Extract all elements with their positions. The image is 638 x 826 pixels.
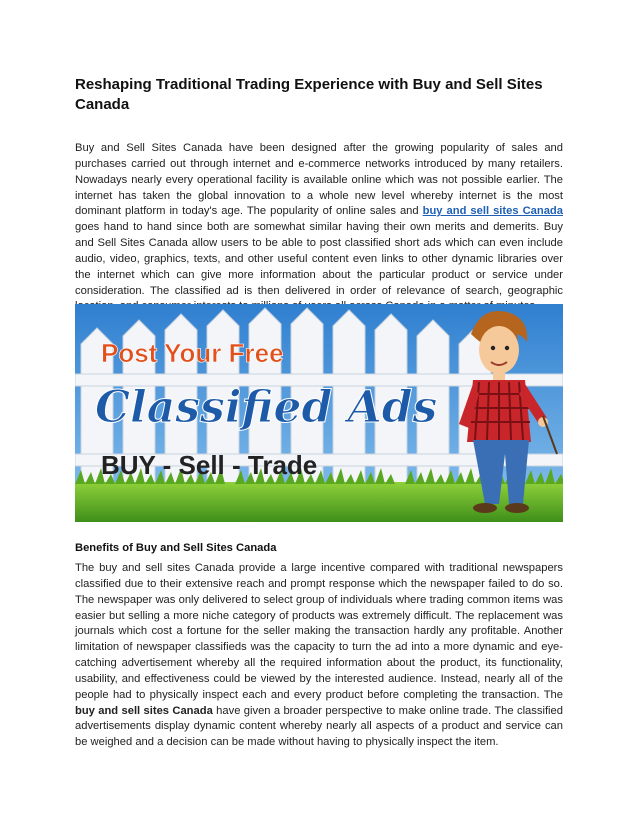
intro-paragraph	[75, 141, 563, 315]
benefits-paragraph	[75, 561, 563, 751]
banner-line2-text: Classified Ads	[95, 382, 438, 433]
benefits-heading: Benefits of Buy and Sell Sites Canada	[75, 542, 277, 554]
banner-line3-text: BUY - Sell - Trade	[101, 450, 318, 480]
benefits-text-start: The buy and sell sites Canada provide a large incentive compared with traditional newspapers classified due to their extensive reach and prompt response which the newspaper failed to do so. The newspaper was only delivered to select group of individuals where trading common items was easier but selling a more niche category of products was extremely difficult. The replacement was journals which cost a fortune for the seller making the transaction hardly any profitable. Another limitation of newspaper classifieds was the capacity to turn the ad into a more dynamic and eye-catching advertisement whereby all the required information about the product, its functionality, usability, and effectiveness could be viewed by the interested audience. Instead, nearly all of the people had to physically inspect each and every product before completing the transaction. The	[75, 562, 563, 701]
banner-line1-text: Post Your Free	[101, 338, 284, 368]
buy-sell-sites-canada-bold: buy and sell sites Canada	[75, 704, 213, 717]
buy-sell-sites-canada-link[interactable]: buy and sell sites Canada	[422, 205, 563, 218]
classified-ads-banner-image	[75, 304, 563, 522]
article-title: Reshaping Traditional Trading Experience with Buy and Sell Sites Canada	[75, 76, 543, 113]
benefits-text-end: have given a broader perspective to make online trade. The classified advertisements display dynamic content whereby nearly all aspects of a product and service can be weighed and a decision can be made without having to physically inspect the item.	[75, 704, 563, 749]
intro-text-start: Buy and Sell Sites Canada have been designed after the growing popularity of sales and purchases carried out through internet and e-commerce networks introduced by many retailers. Nowadays nearly every operational facility is available online which was not possible earlier. The internet has taken the global innovation to a whole new level whereby internet is the most dominant platform in today's age. The popularity of online sales and	[75, 142, 563, 218]
intro-text-end: goes hand to hand since both are somewhat similar having their own merits and demerits. Buy and Sell Sites Canada allow users to be able to post classified short ads which can even include audio, video, graphics, texts, and other useful content even links to other dynamic libraries over the internet which can give more information about the particular product or service under consideration. The classified ad is then delivered in order of relevance of search, geographic	[75, 221, 563, 297]
